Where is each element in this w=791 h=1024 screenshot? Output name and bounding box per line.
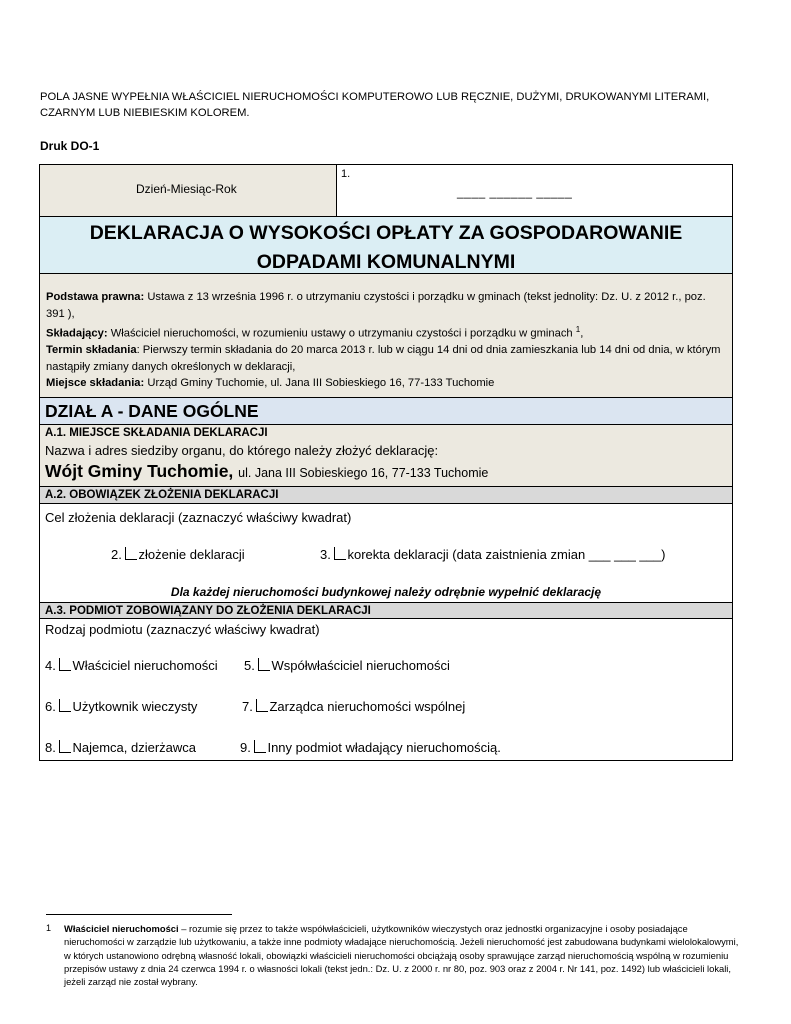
form-notice: POLA JASNE WYPEŁNIA WŁAŚCICIEL NIERUCHOMOŚCI KOMPUTEROWO LUB RĘCZNIE, DUŻYMI, DRUKOWANYMI LITERAMI, CZARNYM LUB NIEBIESKIM KOLOREM. — [40, 91, 710, 119]
option-correction[interactable]: 3. korekta deklaracji (data zaistnienia zmian ___ ___ ___) — [320, 547, 666, 562]
date-input-cell[interactable] — [337, 165, 732, 217]
footnote-text — [64, 922, 744, 988]
option-manager[interactable]: 7. Zarządca nieruchomości wspólnej — [242, 699, 466, 714]
checkbox-icon[interactable] — [59, 740, 71, 753]
date-label: Dzień-Miesiąc-Rok — [136, 182, 237, 196]
filer-label: Składający: — [46, 327, 108, 340]
checkbox-icon[interactable] — [125, 547, 137, 560]
a3-header: A.3. PODMIOT ZOBOWIĄZANY DO ZŁOŻENIA DEKLARACJI — [40, 602, 732, 619]
declaration-form — [39, 164, 733, 761]
section-a1 — [40, 425, 732, 487]
authority-name: Wójt Gminy Tuchomie, — [45, 461, 234, 481]
date-blanks[interactable]: ____ ______ _____ — [457, 185, 573, 199]
checkbox-icon[interactable] — [59, 658, 71, 671]
authority-address: ul. Jana III Sobieskiego 16, 77-133 Tuchomie — [238, 466, 489, 480]
form-title-line2: ODPADAMI KOMUNALNYMI — [256, 251, 516, 273]
checkbox-icon[interactable] — [59, 699, 71, 712]
field-number: 1. — [341, 168, 351, 180]
a1-header: A.1. MIEJSCE SKŁADANIA DEKLARACJI — [45, 427, 268, 439]
checkbox-icon[interactable] — [334, 547, 346, 560]
filer-text: Właściciel nieruchomości, w rozumieniu ustawy o utrzymaniu czystości i porządku w gminach — [110, 327, 573, 340]
legal-basis-label: Podstawa prawna: — [46, 291, 145, 303]
place-label: Miejsce składania: — [46, 377, 145, 390]
a3-label: Rodzaj podmiotu (zaznaczyć właściwy kwadrat) — [45, 622, 320, 637]
filer-end: , — [580, 327, 584, 340]
footnote-body: – rozumie się przez to także współwłaścicieli, użytkowników wieczystych oraz jednostki organizacyjne i osoby posiadające nieruchomości w zarządzie lub użytkowaniu, a także inne podmioty władające nieruchomością. Jeżeli nieruchomość jest zabudowana budynkami wielolokalowymi, w których ustanowiono odrębną własność lokali, obowiązki właścicieli nieruchomości obciążają osoby sprawujące zarząd nieruchomością wspólną w rozumieniu przepisów ustawy z dnia 24 czerwca 1994 r. o własności lokali (tekst jedn.: Dz. U. z 2000 r. nr 80, poz. 903 oraz z 2004 r. Nr 141, poz. 1492) lub właścicieli lokali, jeżeli zarząd nie został wybrany. — [64, 923, 739, 988]
form-title-line1: DEKLARACJA O WYSOKOŚCI OPŁATY ZA GOSPODAROWANIE — [89, 222, 683, 244]
option-co-owner[interactable]: 5. Współwłaściciel nieruchomości — [244, 658, 450, 673]
checkbox-icon[interactable] — [256, 699, 268, 712]
option-submission[interactable]: 2. złożenie deklaracji — [111, 547, 245, 562]
legal-basis-text: Ustawa z 13 września 1996 r. o utrzymaniu czystości i porządku w gminach (tekst jednolity: Dz. U. z 2012 r., poz. 391 ), — [46, 291, 706, 320]
form-code: Druk DO-1 — [40, 139, 100, 153]
legal-basis — [40, 274, 732, 398]
option-owner[interactable]: 4. Właściciel nieruchomości — [45, 658, 218, 673]
date-label-cell — [40, 165, 337, 217]
form-title — [40, 217, 732, 274]
section-a3 — [40, 620, 732, 760]
a2-header: A.2. OBOWIĄZEK ZŁOŻENIA DEKLARACJI — [40, 487, 732, 504]
option-tenant[interactable]: 8. Najemca, dzierżawca — [45, 740, 197, 755]
footnote-ref[interactable]: 1 — [575, 325, 581, 334]
place-text: Urząd Gminy Tuchomie, ul. Jana III Sobieskiego 16, 77-133 Tuchomie — [147, 377, 495, 390]
deadline-text: : Pierwszy termin składania do 20 marca 2013 r. lub w ciągu 14 dni od dnia zamieszkania lub 14 dni od dnia, w którym nastąpiły zmiany danych określonych w deklaracji, — [46, 344, 721, 373]
footnote-term: Właściciel nieruchomości — [64, 923, 179, 934]
option-other-entity[interactable]: 9. Inny podmiot władający nieruchomością. — [240, 740, 501, 755]
deadline-label: Termin składania — [46, 344, 137, 357]
checkbox-icon[interactable] — [258, 658, 270, 671]
a2-label: Cel złożenia deklaracji (zaznaczyć właściwy kwadrat) — [45, 510, 352, 525]
checkbox-icon[interactable] — [254, 740, 266, 753]
a2-note: Dla każdej nieruchomości budynkowej należy odrębnie wypełnić deklarację — [170, 585, 602, 599]
section-a-title: DZIAŁ A - DANE OGÓLNE — [40, 398, 732, 425]
option-perpetual-user[interactable]: 6. Użytkownik wieczysty — [45, 699, 198, 714]
a1-label: Nazwa i adres siedziby organu, do którego należy złożyć deklarację: — [45, 443, 439, 458]
footnote-number: 1 — [46, 923, 52, 933]
footnote-separator — [46, 914, 232, 915]
